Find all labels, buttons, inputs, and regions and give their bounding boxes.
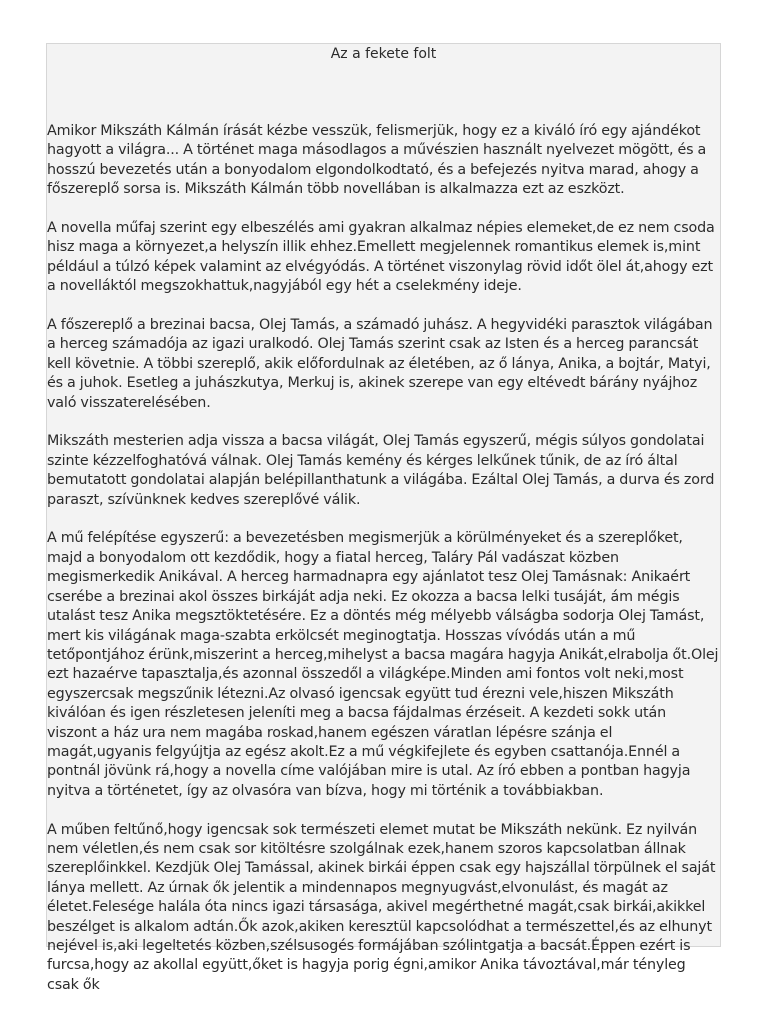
paragraph-6: A műben feltűnő,hogy igencsak sok természeti elemet mutat be Mikszáth nekünk. Ez nyilván nem véletlen,és nem csak sor kitöltésre szolgálnak ezek,hanem szoros kapcsolatban állnak szereplőinkkel. Kezdjük Olej Tamással, akinek birkái éppen csak egy hajszállal törpülnek el saját lánya mellett. Az úrnak ők jelentik a mindennapos megnyugvást,elvonulást, és magát az életet.Felesége halála óta nincs igazi társasága, akivel megérthetné magát,csak birkái,akikkel beszélget is alkalom adtán.Ők azok,akiken keresztül kapcsolódhat a természettel,és az elhunyt nejével is,aki legeltetés közben,szélsusogés formájában szólintgatja a bacsát.Éppen ezért is furcsa,hogy az akollal együtt,őket is hagyja porig égni,amikor Anika távoztával,már tényleg csak ők xyxy=(47,821,716,993)
document-page xyxy=(46,43,721,993)
paragraph-5: A mű felépítése egyszerű: a bevezetésben megismerjük a körülményeket és a szereplőket, majd a bonyodalom ott kezdődik, hogy a fiatal herceg, Taláry Pál vadászat közben megismerkedik Anikával. A herceg harmadnapra egy ajánlatot tesz Olej Tamásnak: Anikaért cserébe a brezinai akol összes birkáját adja neki. Ez okozza a bacsa lelki tusáját, ám mégis utalást tesz Anika megsztöktetésére. Ez a döntés még mélyebb válságba sodorja Olej Tamást, mert kis világának maga-szabta erkölcsét meginogtatja. Hosszas vívódás után a mű tetőpontjához érünk,miszerint a herceg,mihelyst a bacsa magára hagyja Anikát,elrabolja őt.Olej ezt hazaérve tapasztalja,és azonnal összedől a világképe.Minden ami fontos volt neki,most egyszercsak megszűnik létezni.Az olvasó igencsak együtt tud érezni vele,hiszen Mikszáth kiválóan és igen részletesen jeleníti meg a bacsa fájdalmas érzéseit. A kezdeti sokk után viszont a ház ura nem magába roskad,hanem egészen váratlan lépésre szánja el magát,ugyanis felgyújtja az egész akolt.Ez a mű végkifejlete és egyben csattanója.Ennél a pontnál jövünk rá,hogy a novella címe valójában mire is utal. Az író ebben a pontban hagyja nyitva a történetet, így az olvasóra van bízva, hogy mi történik a továbbiakban. xyxy=(47,530,719,799)
document-body xyxy=(47,122,720,995)
paragraph-4: Mikszáth mesterien adja vissza a bacsa világát, Olej Tamás egyszerű, mégis súlyos gondolatai szinte kézzelfoghatóvá válnak. Olej Tamás kemény és kérges lelkűnek tűnik, de az író által bemutatott gondolatai alapján belépillanthatunk a világába. Ezáltal Olej Tamás, a durva és zord paraszt, szívünknek kedves szereplővé válik. xyxy=(47,433,715,508)
paragraph-1: Amikor Mikszáth Kálmán írását kézbe vesszük, felismerjük, hogy ez a kiváló író egy ajándékot hagyott a világra... A történet maga másodlagos a művészien használt nyelvezet mögött, és a hosszú bevezetés után a bonyodalom elgondolkodtató, és a befejezés nyitva marad, ahogy a főszereplő sorsa is. Mikszáth Kálmán több novellában is alkalmazza ezt az eszközt. xyxy=(47,123,707,198)
paragraph-2: A novella műfaj szerint egy elbeszélés ami gyakran alkalmaz népies elemeket,de ez nem csoda hisz maga a környezet,a helyszín illik ehhez.Emellett megjelennek romantikus elemek is,mint például a túlzó képek valamint az elvégyódás. A történet viszonylag rövid időt ölel át,ahogy ezt a novelláktól megszokhattuk,nagyjából egy hét a cselekmény ideje. xyxy=(47,220,715,295)
document-title: Az a fekete folt xyxy=(330,46,437,62)
paragraph-3: A főszereplő a brezinai bacsa, Olej Tamás, a számadó juhász. A hegyvidéki parasztok világában a herceg számadója az igazi uralkodó. Olej Tamás szerint csak az Isten és a herceg parancsát kell követnie. A többi szereplő, akik előfordulnak az életében, az ő lánya, Anika, a bojtár, Matyi, és a juhok. Esetleg a juhászkutya, Merkuj is, akinek szerepe van egy eltévedt bárány nyájhoz való visszaterelésében. xyxy=(47,317,713,411)
